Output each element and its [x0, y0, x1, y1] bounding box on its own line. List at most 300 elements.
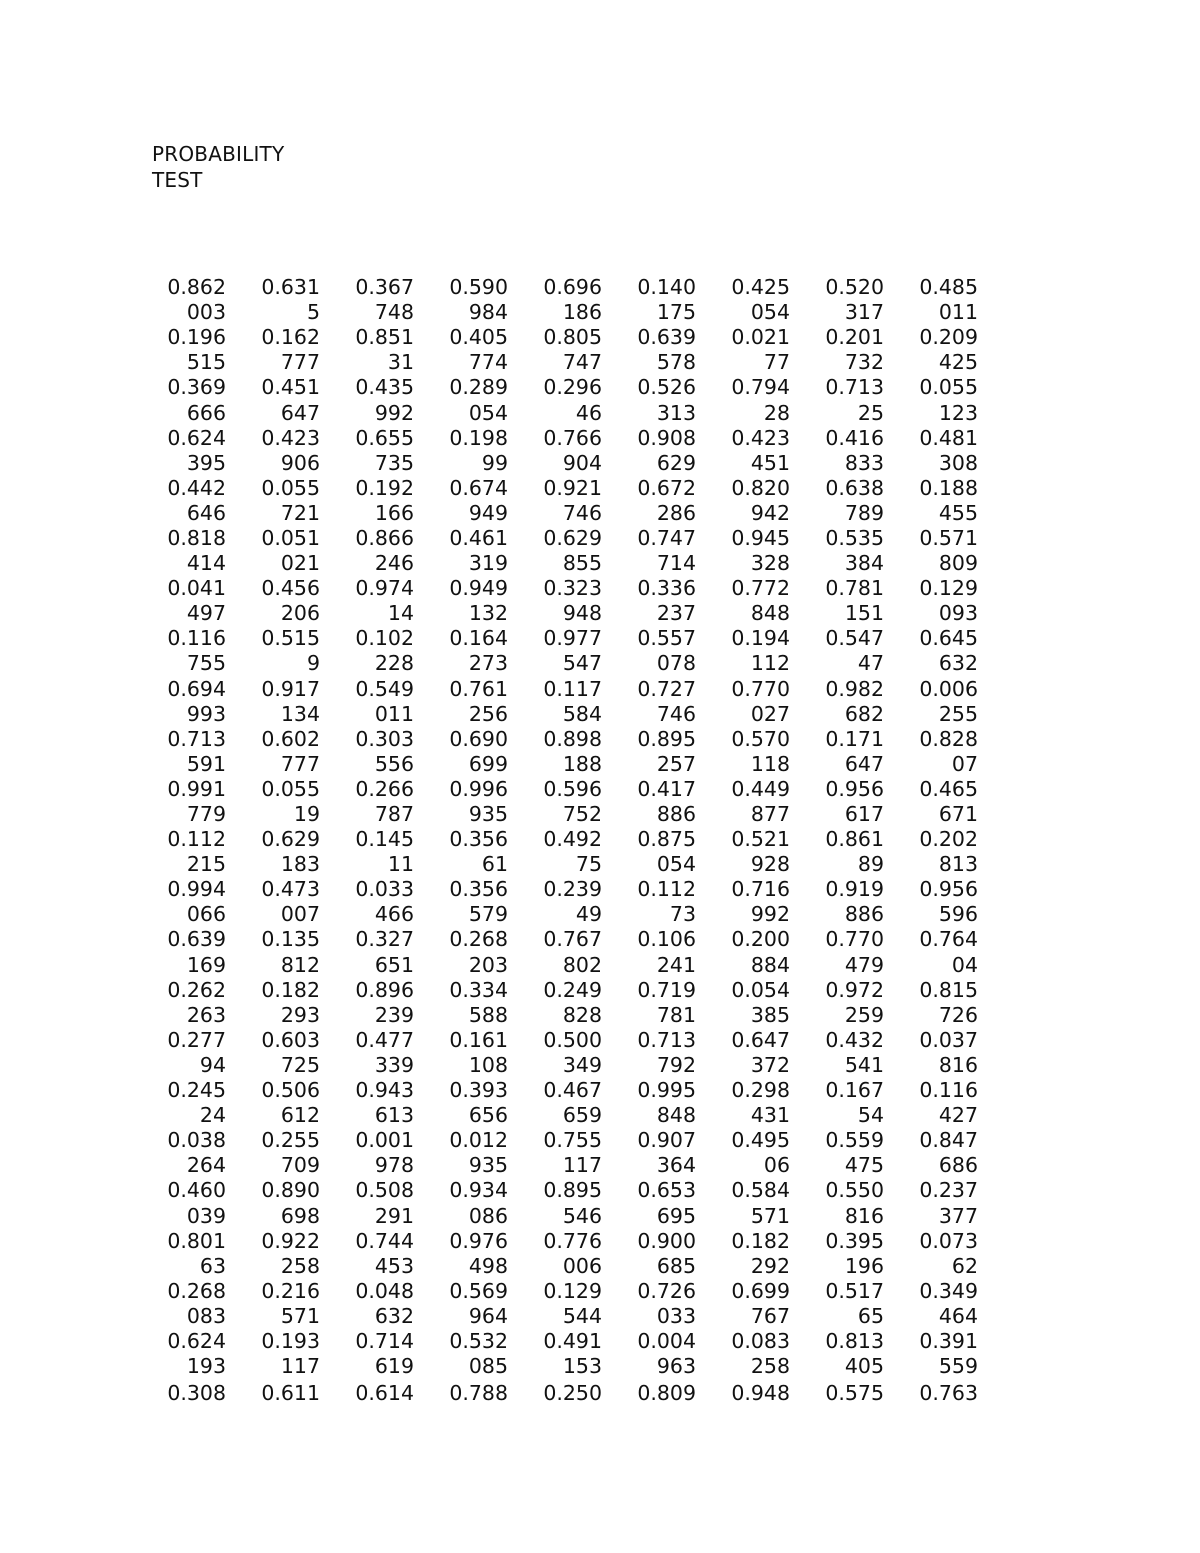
- table-cell: 0.755: [543, 1128, 602, 1153]
- table-row: [150, 1053, 983, 1078]
- table-cell: 816: [844, 1203, 884, 1228]
- table-cell: 0.460: [167, 1178, 226, 1203]
- table-row: [150, 651, 983, 676]
- table-cell: 006: [562, 1253, 602, 1278]
- table-cell: 0.106: [637, 927, 696, 952]
- table-cell: 0.193: [261, 1328, 320, 1353]
- table-cell: 0.921: [543, 475, 602, 500]
- table-cell: 571: [750, 1203, 790, 1228]
- table-cell: 086: [468, 1203, 508, 1228]
- table-cell: 186: [562, 300, 602, 325]
- table-cell: 0.895: [543, 1178, 602, 1203]
- table-cell: 0.781: [825, 576, 884, 601]
- table-row: [150, 1178, 983, 1203]
- table-cell: 264: [186, 1153, 226, 1178]
- table-cell: 0.473: [261, 877, 320, 902]
- table-cell: 0.996: [449, 776, 508, 801]
- table-cell: 0.425: [731, 275, 790, 300]
- table-cell: 0.506: [261, 1078, 320, 1103]
- table-cell: 579: [468, 902, 508, 927]
- table-cell: 0.726: [637, 1278, 696, 1303]
- table-cell: 0.391: [919, 1328, 978, 1353]
- table-cell: 612: [280, 1103, 320, 1128]
- table-row: [150, 400, 983, 425]
- table-cell: 62: [951, 1253, 978, 1278]
- table-cell: 0.416: [825, 425, 884, 450]
- table-row: [150, 375, 983, 400]
- table-cell: 0.828: [919, 726, 978, 751]
- table-cell: 0.461: [449, 525, 508, 550]
- table-cell: 0.477: [355, 1027, 414, 1052]
- table-cell: 828: [562, 1002, 602, 1027]
- table-cell: 0.716: [731, 877, 790, 902]
- table-cell: 0.815: [919, 977, 978, 1002]
- table-cell: 0.559: [825, 1128, 884, 1153]
- table-cell: 0.770: [825, 927, 884, 952]
- table-cell: 0.167: [825, 1078, 884, 1103]
- title-line-1: PROBABILITY: [152, 142, 285, 166]
- table-cell: 647: [844, 751, 884, 776]
- table-cell: 0.129: [543, 1278, 602, 1303]
- table-cell: 671: [938, 802, 978, 827]
- table-cell: 541: [844, 1052, 884, 1077]
- table-cell: 0.033: [355, 877, 414, 902]
- table-cell: 809: [938, 551, 978, 576]
- table-cell: 0.356: [449, 877, 508, 902]
- table-cell: 0.809: [637, 1381, 696, 1406]
- table-row: [150, 1229, 983, 1254]
- table-cell: 732: [844, 350, 884, 375]
- table-cell: 556: [374, 751, 414, 776]
- table-cell: 659: [562, 1103, 602, 1128]
- table-cell: 682: [844, 701, 884, 726]
- table-cell: 0.334: [449, 977, 508, 1002]
- table-cell: 77: [763, 350, 790, 375]
- table-row: [150, 777, 983, 802]
- table-cell: 0.943: [355, 1078, 414, 1103]
- table-cell: 948: [562, 601, 602, 626]
- table-row: [150, 752, 983, 777]
- table-cell: 0.575: [825, 1381, 884, 1406]
- table-row: [150, 802, 983, 827]
- table-cell: 0.638: [825, 475, 884, 500]
- table-cell: 431: [750, 1103, 790, 1128]
- table-cell: 0.140: [637, 275, 696, 300]
- table-cell: 0.249: [543, 977, 602, 1002]
- table-cell: 0.485: [919, 275, 978, 300]
- table-cell: 89: [857, 852, 884, 877]
- table-cell: 0.055: [919, 375, 978, 400]
- table-row: [150, 1203, 983, 1228]
- table-cell: 0.655: [355, 425, 414, 450]
- table-cell: 588: [468, 1002, 508, 1027]
- table-cell: 117: [280, 1354, 320, 1379]
- table-cell: 0.423: [731, 425, 790, 450]
- table-cell: 0.164: [449, 626, 508, 651]
- table-cell: 31: [387, 350, 414, 375]
- table-cell: 0.037: [919, 1027, 978, 1052]
- table-cell: 0.435: [355, 375, 414, 400]
- table-cell: 0.794: [731, 375, 790, 400]
- table-cell: 928: [750, 852, 790, 877]
- table-cell: 228: [374, 651, 414, 676]
- table-cell: 0.761: [449, 676, 508, 701]
- table-cell: 94: [199, 1052, 226, 1077]
- table-cell: 377: [938, 1203, 978, 1228]
- table-cell: 0.041: [167, 576, 226, 601]
- table-cell: 5: [306, 300, 320, 325]
- table-cell: 0.862: [167, 275, 226, 300]
- table-cell: 0.194: [731, 626, 790, 651]
- table-cell: 0.557: [637, 626, 696, 651]
- table-cell: 0.945: [731, 525, 790, 550]
- table-row: [150, 1329, 983, 1354]
- table-cell: 0.645: [919, 626, 978, 651]
- table-cell: 0.714: [355, 1328, 414, 1353]
- table-cell: 054: [468, 400, 508, 425]
- table-cell: 166: [374, 500, 414, 525]
- table-cell: 746: [656, 701, 696, 726]
- table-row: [150, 877, 983, 902]
- table-cell: 65: [857, 1303, 884, 1328]
- table-cell: 571: [280, 1303, 320, 1328]
- table-cell: 14: [387, 601, 414, 626]
- table-cell: 273: [468, 651, 508, 676]
- table-cell: 0.727: [637, 676, 696, 701]
- table-cell: 0.639: [167, 927, 226, 952]
- table-cell: 385: [750, 1002, 790, 1027]
- table-cell: 112: [750, 651, 790, 676]
- table-cell: 328: [750, 551, 790, 576]
- table-row: [150, 852, 983, 877]
- table-cell: 47: [857, 651, 884, 676]
- table-row: [150, 677, 983, 702]
- table-cell: 0.907: [637, 1128, 696, 1153]
- table-cell: 255: [938, 701, 978, 726]
- table-cell: 093: [938, 601, 978, 626]
- table-cell: 0.456: [261, 576, 320, 601]
- table-cell: 0.393: [449, 1078, 508, 1103]
- table-cell: 258: [280, 1253, 320, 1278]
- table-cell: 0.021: [731, 325, 790, 350]
- table-cell: 0.054: [731, 977, 790, 1002]
- table-cell: 0.549: [355, 676, 414, 701]
- table-cell: 0.006: [919, 676, 978, 701]
- table-cell: 0.772: [731, 576, 790, 601]
- table-cell: 0.492: [543, 827, 602, 852]
- table-cell: 427: [938, 1103, 978, 1128]
- table-cell: 07: [951, 751, 978, 776]
- table-cell: 497: [186, 601, 226, 626]
- table-cell: 0.423: [261, 425, 320, 450]
- table-cell: 726: [938, 1002, 978, 1027]
- table-cell: 308: [938, 450, 978, 475]
- table-cell: 011: [374, 701, 414, 726]
- table-cell: 0.875: [637, 827, 696, 852]
- table-cell: 06: [763, 1153, 790, 1178]
- table-cell: 0.674: [449, 475, 508, 500]
- table-cell: 695: [656, 1203, 696, 1228]
- table-cell: 61: [481, 852, 508, 877]
- table-cell: 451: [750, 450, 790, 475]
- table-cell: 239: [374, 1002, 414, 1027]
- table-cell: 0.465: [919, 776, 978, 801]
- table-cell: 0.296: [543, 375, 602, 400]
- table-cell: 992: [750, 902, 790, 927]
- table-cell: 546: [562, 1203, 602, 1228]
- table-cell: 0.336: [637, 576, 696, 601]
- table-cell: 0.801: [167, 1228, 226, 1253]
- table-cell: 0.145: [355, 827, 414, 852]
- table-cell: 666: [186, 400, 226, 425]
- table-cell: 777: [280, 751, 320, 776]
- table-cell: 559: [938, 1354, 978, 1379]
- table-row: [150, 350, 983, 375]
- table-cell: 949: [468, 500, 508, 525]
- table-cell: 0.048: [355, 1278, 414, 1303]
- table-cell: 0.696: [543, 275, 602, 300]
- table-cell: 153: [562, 1354, 602, 1379]
- table-cell: 813: [938, 852, 978, 877]
- table-row: [150, 1028, 983, 1053]
- table-cell: 011: [938, 300, 978, 325]
- table-cell: 0.596: [543, 776, 602, 801]
- table-cell: 475: [844, 1153, 884, 1178]
- table-cell: 0.639: [637, 325, 696, 350]
- table-cell: 789: [844, 500, 884, 525]
- table-cell: 0.763: [919, 1381, 978, 1406]
- table-cell: 812: [280, 952, 320, 977]
- table-cell: 169: [186, 952, 226, 977]
- table-row: [150, 501, 983, 526]
- table-cell: 656: [468, 1103, 508, 1128]
- table-cell: 0.196: [167, 325, 226, 350]
- table-cell: 364: [656, 1153, 696, 1178]
- table-cell: 904: [562, 450, 602, 475]
- table-cell: 039: [186, 1203, 226, 1228]
- table-cell: 787: [374, 802, 414, 827]
- table-cell: 0.934: [449, 1178, 508, 1203]
- table-cell: 0.570: [731, 726, 790, 751]
- table-cell: 0.690: [449, 726, 508, 751]
- table-cell: 0.776: [543, 1228, 602, 1253]
- table-row: [150, 1153, 983, 1178]
- table-cell: 0.442: [167, 475, 226, 500]
- table-cell: 319: [468, 551, 508, 576]
- table-cell: 258: [750, 1354, 790, 1379]
- table-cell: 779: [186, 802, 226, 827]
- table-cell: 003: [186, 300, 226, 325]
- table-cell: 405: [844, 1354, 884, 1379]
- table-cell: 0.112: [637, 877, 696, 902]
- table-cell: 0.117: [543, 676, 602, 701]
- table-cell: 0.198: [449, 425, 508, 450]
- table-cell: 0.861: [825, 827, 884, 852]
- table-cell: 0.851: [355, 325, 414, 350]
- table-cell: 291: [374, 1203, 414, 1228]
- table-cell: 453: [374, 1253, 414, 1278]
- table-cell: 685: [656, 1253, 696, 1278]
- table-cell: 134: [280, 701, 320, 726]
- table-cell: 246: [374, 551, 414, 576]
- table-cell: 748: [374, 300, 414, 325]
- table-cell: 0.590: [449, 275, 508, 300]
- table-cell: 455: [938, 500, 978, 525]
- table-cell: 617: [844, 802, 884, 827]
- table-cell: 0.500: [543, 1027, 602, 1052]
- table-cell: 257: [656, 751, 696, 776]
- table-cell: 0.813: [825, 1328, 884, 1353]
- table-cell: 0.102: [355, 626, 414, 651]
- table-row: [150, 827, 983, 852]
- table-cell: 0.611: [261, 1381, 320, 1406]
- table-cell: 714: [656, 551, 696, 576]
- page-title: [152, 141, 284, 193]
- table-row: [150, 626, 983, 651]
- table-cell: 632: [938, 651, 978, 676]
- table-cell: 613: [374, 1103, 414, 1128]
- table-cell: 0.747: [637, 525, 696, 550]
- table-cell: 425: [938, 350, 978, 375]
- table-cell: 0.820: [731, 475, 790, 500]
- table-cell: 0.116: [919, 1078, 978, 1103]
- table-cell: 0.569: [449, 1278, 508, 1303]
- table-cell: 54: [857, 1103, 884, 1128]
- table-row: [150, 300, 983, 325]
- table-cell: 816: [938, 1052, 978, 1077]
- table-cell: 992: [374, 400, 414, 425]
- table-cell: 578: [656, 350, 696, 375]
- table-cell: 747: [562, 350, 602, 375]
- table-cell: 0.112: [167, 827, 226, 852]
- table-cell: 0.653: [637, 1178, 696, 1203]
- table-cell: 9: [306, 651, 320, 676]
- table-cell: 978: [374, 1153, 414, 1178]
- table-row: [150, 551, 983, 576]
- table-cell: 0.268: [449, 927, 508, 952]
- table-row: [150, 1354, 983, 1379]
- table-cell: 0.266: [355, 776, 414, 801]
- table-cell: 0.083: [731, 1328, 790, 1353]
- table-cell: 544: [562, 1303, 602, 1328]
- table-cell: 0.895: [637, 726, 696, 751]
- table-cell: 0.323: [543, 576, 602, 601]
- table-cell: 0.603: [261, 1027, 320, 1052]
- table-cell: 183: [280, 852, 320, 877]
- table-cell: 0.327: [355, 927, 414, 952]
- table-cell: 0.508: [355, 1178, 414, 1203]
- table-cell: 99: [481, 450, 508, 475]
- table-cell: 0.298: [731, 1078, 790, 1103]
- table-cell: 0.451: [261, 375, 320, 400]
- table-cell: 0.182: [261, 977, 320, 1002]
- table-cell: 884: [750, 952, 790, 977]
- table-cell: 033: [656, 1303, 696, 1328]
- table-cell: 0.367: [355, 275, 414, 300]
- table-row: [150, 576, 983, 601]
- table-cell: 0.162: [261, 325, 320, 350]
- table-row: [150, 526, 983, 551]
- table-cell: 083: [186, 1303, 226, 1328]
- table-cell: 0.200: [731, 927, 790, 952]
- table-cell: 0.262: [167, 977, 226, 1002]
- table-cell: 0.135: [261, 927, 320, 952]
- table-row: [150, 1304, 983, 1329]
- table-cell: 0.672: [637, 475, 696, 500]
- table-row: [150, 1103, 983, 1128]
- table-cell: 0.171: [825, 726, 884, 751]
- table-cell: 286: [656, 500, 696, 525]
- table-cell: 0.866: [355, 525, 414, 550]
- table-row: [150, 1078, 983, 1103]
- table-cell: 515: [186, 350, 226, 375]
- table-cell: 686: [938, 1153, 978, 1178]
- table-cell: 0.116: [167, 626, 226, 651]
- table-cell: 0.744: [355, 1228, 414, 1253]
- table-cell: 0.055: [261, 475, 320, 500]
- table-row: [150, 1381, 983, 1406]
- table-cell: 0.268: [167, 1278, 226, 1303]
- table-cell: 0.624: [167, 1328, 226, 1353]
- table-cell: 04: [951, 952, 978, 977]
- table-cell: 0.699: [731, 1278, 790, 1303]
- table-cell: 699: [468, 751, 508, 776]
- table-cell: 0.535: [825, 525, 884, 550]
- table-cell: 085: [468, 1354, 508, 1379]
- table-cell: 755: [186, 651, 226, 676]
- table-cell: 0.216: [261, 1278, 320, 1303]
- table-cell: 0.001: [355, 1128, 414, 1153]
- table-cell: 188: [562, 751, 602, 776]
- table-cell: 0.614: [355, 1381, 414, 1406]
- title-line-2: TEST: [152, 168, 203, 192]
- table-cell: 591: [186, 751, 226, 776]
- table-cell: 596: [938, 902, 978, 927]
- table-cell: 877: [750, 802, 790, 827]
- table-cell: 942: [750, 500, 790, 525]
- table-cell: 0.922: [261, 1228, 320, 1253]
- table-cell: 781: [656, 1002, 696, 1027]
- table-cell: 256: [468, 701, 508, 726]
- table-cell: 0.647: [731, 1027, 790, 1052]
- table-cell: 63: [199, 1253, 226, 1278]
- table-cell: 372: [750, 1052, 790, 1077]
- table-row: [150, 1254, 983, 1279]
- table-cell: 0.004: [637, 1328, 696, 1353]
- table-cell: 0.395: [825, 1228, 884, 1253]
- table-cell: 0.202: [919, 827, 978, 852]
- table-cell: 0.481: [919, 425, 978, 450]
- table-cell: 0.956: [919, 877, 978, 902]
- table-cell: 0.629: [261, 827, 320, 852]
- random-number-table: [150, 275, 983, 1406]
- table-cell: 767: [750, 1303, 790, 1328]
- table-cell: 0.805: [543, 325, 602, 350]
- table-cell: 384: [844, 551, 884, 576]
- table-cell: 0.521: [731, 827, 790, 852]
- table-cell: 007: [280, 902, 320, 927]
- table-cell: 498: [468, 1253, 508, 1278]
- table-cell: 0.356: [449, 827, 508, 852]
- table-cell: 0.491: [543, 1328, 602, 1353]
- table-cell: 0.890: [261, 1178, 320, 1203]
- table-cell: 0.188: [919, 475, 978, 500]
- table-cell: 0.972: [825, 977, 884, 1002]
- table-cell: 108: [468, 1052, 508, 1077]
- table-cell: 054: [656, 852, 696, 877]
- table-cell: 651: [374, 952, 414, 977]
- table-cell: 0.818: [167, 525, 226, 550]
